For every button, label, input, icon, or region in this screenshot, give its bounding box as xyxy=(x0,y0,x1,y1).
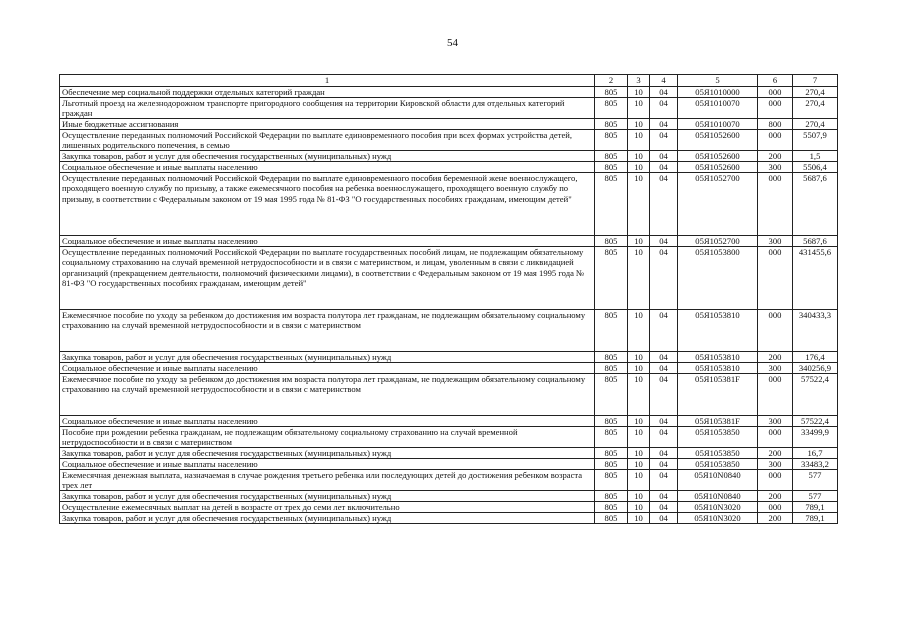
amount-cell: 5506,4 xyxy=(793,161,838,172)
table-row xyxy=(60,97,838,118)
code-cell: 05Я1052700 xyxy=(678,172,758,235)
col2-cell: 805 xyxy=(595,235,628,246)
table-row xyxy=(60,172,838,235)
col2-cell: 805 xyxy=(595,512,628,523)
col2-cell: 805 xyxy=(595,118,628,129)
col3-cell: 10 xyxy=(628,235,650,246)
amount-cell: 33483,2 xyxy=(793,458,838,469)
col3-cell: 10 xyxy=(628,469,650,490)
type-cell: 200 xyxy=(758,447,793,458)
col2-cell: 805 xyxy=(595,501,628,512)
col2-cell: 805 xyxy=(595,97,628,118)
row-name-cell: Закупка товаров, работ и услуг для обеспечения государственных (муниципальных) нужд xyxy=(60,150,595,161)
row-name-cell: Льготный проезд на железнодорожном транспорте пригородного сообщения на территории Кировской области для отдельных категорий граждан xyxy=(60,97,595,118)
col3-cell: 10 xyxy=(628,118,650,129)
col2-cell: 805 xyxy=(595,150,628,161)
code-cell: 05Я105381F xyxy=(678,415,758,426)
table-row xyxy=(60,161,838,172)
col3-cell: 10 xyxy=(628,246,650,309)
amount-cell: 270,4 xyxy=(793,97,838,118)
row-name-cell: Пособие при рождении ребенка гражданам, не подлежащим обязательному социальному страхованию на случай временной нетрудоспособности и в связи с материнством xyxy=(60,426,595,447)
code-cell: 05Я10N0840 xyxy=(678,469,758,490)
type-cell: 000 xyxy=(758,469,793,490)
header-cell: 2 xyxy=(595,75,628,87)
amount-cell: 340256,9 xyxy=(793,362,838,373)
col3-cell: 10 xyxy=(628,426,650,447)
type-cell: 200 xyxy=(758,512,793,523)
type-cell: 000 xyxy=(758,129,793,150)
row-name-cell: Социальное обеспечение и иные выплаты населению xyxy=(60,415,595,426)
row-name-cell: Иные бюджетные ассигнования xyxy=(60,118,595,129)
table-row xyxy=(60,235,838,246)
code-cell: 05Я1052600 xyxy=(678,150,758,161)
header-cell: 3 xyxy=(628,75,650,87)
table-row xyxy=(60,150,838,161)
type-cell: 300 xyxy=(758,161,793,172)
amount-cell: 577 xyxy=(793,469,838,490)
type-cell: 000 xyxy=(758,246,793,309)
code-cell: 05Я1053800 xyxy=(678,246,758,309)
table-row xyxy=(60,490,838,501)
type-cell: 300 xyxy=(758,415,793,426)
header-cell: 1 xyxy=(60,75,595,87)
col2-cell: 805 xyxy=(595,351,628,362)
col4-cell: 04 xyxy=(650,490,678,501)
code-cell: 05Я1010000 xyxy=(678,86,758,97)
col3-cell: 10 xyxy=(628,490,650,501)
code-cell: 05Я1052700 xyxy=(678,235,758,246)
amount-cell: 57522,4 xyxy=(793,373,838,415)
row-name-cell: Осуществление переданных полномочий Российской Федерации по выплате государственных пособий лицам, не подлежащим обязательному социальному страхованию на случай временной нетрудоспособности и в связи с материнством, и лицам, уволенным в связи с ликвидацией организаций (прекращением деятельности, полномочий физическими лицами), в соответствии с Федеральным законом от 19 мая 1995 года № 81-ФЗ "О государственных пособиях гражданам, имеющим детей" xyxy=(60,246,595,309)
col4-cell: 04 xyxy=(650,309,678,351)
code-cell: 05Я1053850 xyxy=(678,458,758,469)
code-cell: 05Я1010070 xyxy=(678,118,758,129)
col2-cell: 805 xyxy=(595,246,628,309)
amount-cell: 340433,3 xyxy=(793,309,838,351)
header-cell: 4 xyxy=(650,75,678,87)
type-cell: 200 xyxy=(758,490,793,501)
col2-cell: 805 xyxy=(595,86,628,97)
table-row xyxy=(60,447,838,458)
col3-cell: 10 xyxy=(628,86,650,97)
table-row xyxy=(60,426,838,447)
col4-cell: 04 xyxy=(650,161,678,172)
code-cell: 05Я105381F xyxy=(678,373,758,415)
row-name-cell: Социальное обеспечение и иные выплаты населению xyxy=(60,161,595,172)
row-name-cell: Социальное обеспечение и иные выплаты населению xyxy=(60,235,595,246)
col3-cell: 10 xyxy=(628,172,650,235)
code-cell: 05Я1010070 xyxy=(678,97,758,118)
amount-cell: 1,5 xyxy=(793,150,838,161)
col4-cell: 04 xyxy=(650,512,678,523)
header-cell: 5 xyxy=(678,75,758,87)
type-cell: 800 xyxy=(758,118,793,129)
row-name-cell: Осуществление переданных полномочий Российской Федерации по выплате единовременного пособия беременной жене военнослужащего, проходящего военную службу по призыву, а также ежемесячного пособия на ребенка военнослужащего, проходящего военную службу по призыву, в соответствии с Федеральным законом от 19 мая 1995 года № 81-ФЗ "О государственных пособиях гражданам, имеющим детей" xyxy=(60,172,595,235)
amount-cell: 57522,4 xyxy=(793,415,838,426)
table-row xyxy=(60,118,838,129)
amount-cell: 270,4 xyxy=(793,86,838,97)
col3-cell: 10 xyxy=(628,512,650,523)
amount-cell: 431455,6 xyxy=(793,246,838,309)
col4-cell: 04 xyxy=(650,351,678,362)
code-cell: 05Я1052600 xyxy=(678,161,758,172)
table-row xyxy=(60,129,838,150)
col3-cell: 10 xyxy=(628,458,650,469)
row-name-cell: Закупка товаров, работ и услуг для обеспечения государственных (муниципальных) нужд xyxy=(60,447,595,458)
row-name-cell: Закупка товаров, работ и услуг для обеспечения государственных (муниципальных) нужд xyxy=(60,490,595,501)
budget-table-body xyxy=(60,75,838,524)
type-cell: 000 xyxy=(758,97,793,118)
type-cell: 000 xyxy=(758,373,793,415)
col3-cell: 10 xyxy=(628,447,650,458)
header-cell: 6 xyxy=(758,75,793,87)
row-name-cell: Закупка товаров, работ и услуг для обеспечения государственных (муниципальных) нужд xyxy=(60,351,595,362)
col3-cell: 10 xyxy=(628,415,650,426)
col3-cell: 10 xyxy=(628,161,650,172)
header-cell: 7 xyxy=(793,75,838,87)
col2-cell: 805 xyxy=(595,490,628,501)
table-row xyxy=(60,501,838,512)
col4-cell: 04 xyxy=(650,97,678,118)
col3-cell: 10 xyxy=(628,129,650,150)
type-cell: 300 xyxy=(758,362,793,373)
col2-cell: 805 xyxy=(595,172,628,235)
row-name-cell: Социальное обеспечение и иные выплаты населению xyxy=(60,362,595,373)
col4-cell: 04 xyxy=(650,118,678,129)
col3-cell: 10 xyxy=(628,351,650,362)
type-cell: 000 xyxy=(758,501,793,512)
code-cell: 05Я10N0840 xyxy=(678,490,758,501)
type-cell: 000 xyxy=(758,86,793,97)
code-cell: 05Я1053810 xyxy=(678,309,758,351)
col3-cell: 10 xyxy=(628,362,650,373)
table-row xyxy=(60,246,838,309)
table-row xyxy=(60,309,838,351)
table-row xyxy=(60,415,838,426)
col2-cell: 805 xyxy=(595,129,628,150)
type-cell: 300 xyxy=(758,458,793,469)
code-cell: 05Я10N3020 xyxy=(678,512,758,523)
col4-cell: 04 xyxy=(650,447,678,458)
col4-cell: 04 xyxy=(650,172,678,235)
col2-cell: 805 xyxy=(595,426,628,447)
amount-cell: 33499,9 xyxy=(793,426,838,447)
code-cell: 05Я1053850 xyxy=(678,426,758,447)
col2-cell: 805 xyxy=(595,309,628,351)
col3-cell: 10 xyxy=(628,309,650,351)
code-cell: 05Я1052600 xyxy=(678,129,758,150)
table-row xyxy=(60,86,838,97)
table-row xyxy=(60,512,838,523)
row-name-cell: Осуществление переданных полномочий Российской Федерации по выплате единовременного пособия при всех формах устройства детей, лишенных родительского попечения, в семью xyxy=(60,129,595,150)
row-name-cell: Закупка товаров, работ и услуг для обеспечения государственных (муниципальных) нужд xyxy=(60,512,595,523)
col4-cell: 04 xyxy=(650,501,678,512)
col4-cell: 04 xyxy=(650,150,678,161)
table-row xyxy=(60,458,838,469)
type-cell: 300 xyxy=(758,235,793,246)
col4-cell: 04 xyxy=(650,426,678,447)
amount-cell: 270,4 xyxy=(793,118,838,129)
table-row xyxy=(60,469,838,490)
table-row xyxy=(60,362,838,373)
amount-cell: 5687,6 xyxy=(793,235,838,246)
table-header-row xyxy=(60,75,838,87)
code-cell: 05Я10N3020 xyxy=(678,501,758,512)
col4-cell: 04 xyxy=(650,246,678,309)
budget-table xyxy=(59,74,838,524)
amount-cell: 577 xyxy=(793,490,838,501)
col4-cell: 04 xyxy=(650,86,678,97)
col4-cell: 04 xyxy=(650,458,678,469)
col4-cell: 04 xyxy=(650,373,678,415)
amount-cell: 5507,9 xyxy=(793,129,838,150)
col3-cell: 10 xyxy=(628,501,650,512)
amount-cell: 789,1 xyxy=(793,512,838,523)
col3-cell: 10 xyxy=(628,150,650,161)
row-name-cell: Ежемесячное пособие по уходу за ребенком до достижения им возраста полутора лет гражданам, не подлежащим обязательному социальному страхованию на случай временной нетрудоспособности и в связи с материнством xyxy=(60,309,595,351)
table-row xyxy=(60,373,838,415)
col2-cell: 805 xyxy=(595,161,628,172)
col3-cell: 10 xyxy=(628,97,650,118)
code-cell: 05Я1053810 xyxy=(678,362,758,373)
amount-cell: 5687,6 xyxy=(793,172,838,235)
col4-cell: 04 xyxy=(650,362,678,373)
amount-cell: 789,1 xyxy=(793,501,838,512)
code-cell: 05Я1053810 xyxy=(678,351,758,362)
col2-cell: 805 xyxy=(595,415,628,426)
type-cell: 000 xyxy=(758,309,793,351)
page-number: 54 xyxy=(447,37,458,49)
code-cell: 05Я1053850 xyxy=(678,447,758,458)
col2-cell: 805 xyxy=(595,458,628,469)
row-name-cell: Ежемесячная денежная выплата, назначаемая в случае рождения третьего ребенка или последующих детей до достижения ребенком возраста трех лет xyxy=(60,469,595,490)
col2-cell: 805 xyxy=(595,469,628,490)
col2-cell: 805 xyxy=(595,373,628,415)
col4-cell: 04 xyxy=(650,469,678,490)
row-name-cell: Ежемесячное пособие по уходу за ребенком до достижения им возраста полутора лет гражданам, не подлежащим обязательному социальному страхованию на случай временной нетрудоспособности и в связи с материнством xyxy=(60,373,595,415)
row-name-cell: Осуществление ежемесячных выплат на детей в возрасте от трех до семи лет включительно xyxy=(60,501,595,512)
col3-cell: 10 xyxy=(628,373,650,415)
col2-cell: 805 xyxy=(595,447,628,458)
amount-cell: 176,4 xyxy=(793,351,838,362)
type-cell: 000 xyxy=(758,172,793,235)
amount-cell: 16,7 xyxy=(793,447,838,458)
row-name-cell: Обеспечение мер социальной поддержки отдельных категорий граждан xyxy=(60,86,595,97)
table-row xyxy=(60,351,838,362)
row-name-cell: Социальное обеспечение и иные выплаты населению xyxy=(60,458,595,469)
col4-cell: 04 xyxy=(650,129,678,150)
col4-cell: 04 xyxy=(650,235,678,246)
type-cell: 200 xyxy=(758,150,793,161)
type-cell: 200 xyxy=(758,351,793,362)
type-cell: 000 xyxy=(758,426,793,447)
col4-cell: 04 xyxy=(650,415,678,426)
col2-cell: 805 xyxy=(595,362,628,373)
